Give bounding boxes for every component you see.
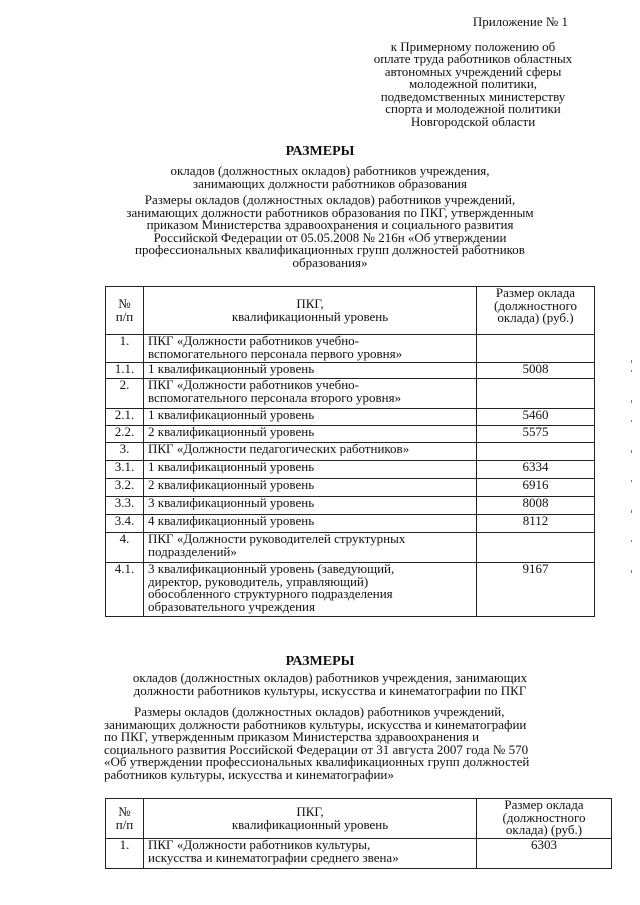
appendix-line: подведомственных министерству xyxy=(380,88,566,104)
table-row xyxy=(106,533,595,563)
appendix-line: спорта и молодежной политики xyxy=(385,101,561,116)
intro-line: занимающих должности работников культуры, искусства и кинематографии xyxy=(104,716,527,732)
appendix-line: к Примерному положению об xyxy=(390,38,556,54)
section1-intro xyxy=(100,194,560,269)
row-salary: 6916 xyxy=(477,479,595,497)
cell-line: подразделений» xyxy=(148,543,237,559)
row-salary: 5008 xyxy=(477,363,595,379)
header-salary xyxy=(477,799,612,839)
cell-line: 3 квалификационный уровень (заведующий, xyxy=(148,561,395,576)
table-header-row xyxy=(106,287,595,335)
education-salary-table xyxy=(105,286,595,617)
header-num xyxy=(106,799,144,839)
cell-line: ПКГ «Должности работников культуры, xyxy=(148,837,371,852)
table-row xyxy=(106,335,595,363)
appendix-line: Новгородской области xyxy=(410,113,536,129)
appendix-line: молодежной политики, xyxy=(408,76,538,91)
row-salary: 6303 xyxy=(477,839,612,869)
header-text: п/п xyxy=(115,308,134,324)
header-text: п/п xyxy=(115,816,134,832)
cell-line: ПКГ «Должности педагогических работников» xyxy=(148,441,410,456)
row-pkg xyxy=(144,497,477,515)
cell-line: 2 квалификационный уровень xyxy=(148,424,315,439)
cell-line: директор, руководитель, управляющий) xyxy=(148,573,369,589)
row-salary: 5575 xyxy=(477,426,595,443)
header-text: квалификационный уровень xyxy=(231,308,389,324)
cell-line: образовательного учреждения xyxy=(148,598,315,614)
cell-line: 4 квалификационный уровень xyxy=(148,513,315,528)
row-num: 2.2. xyxy=(106,426,144,443)
row-num: 1. xyxy=(106,839,144,869)
row-num: 4. xyxy=(106,533,144,563)
header-text: квалификационный уровень xyxy=(231,816,389,832)
header-text: Размер оклада xyxy=(504,797,584,812)
header-text: № xyxy=(118,804,131,819)
cell-line: вспомогательного персонала второго уровня» xyxy=(148,389,402,405)
header-text: (должностного xyxy=(494,297,577,313)
row-num: 3. xyxy=(106,443,144,461)
row-salary: 8008 xyxy=(477,497,595,515)
table-row xyxy=(106,443,595,461)
section2-subtitle xyxy=(90,672,570,697)
header-text: оклада) (руб.) xyxy=(505,822,583,837)
appendix-note xyxy=(358,16,588,128)
table-row xyxy=(106,839,612,869)
cell-line: ПКГ «Должности работников учебно- xyxy=(148,377,359,392)
table-row xyxy=(106,379,595,409)
intro-line: Российской Федерации от 05.05.2008 № 216н «Об утверждении xyxy=(153,229,507,245)
header-num xyxy=(106,287,144,335)
subtitle-line: окладов (должностных окладов) работников учреждения, занимающих xyxy=(132,670,528,685)
table-row xyxy=(106,461,595,479)
cell-line: ПКГ «Должности работников учебно- xyxy=(148,333,359,348)
cell-line: 1 квалификационный уровень xyxy=(148,361,315,376)
cell-line: 3 квалификационный уровень xyxy=(148,495,315,510)
header-text: ПКГ, xyxy=(296,804,324,819)
intro-line: Размеры окладов (должностных окладов) работников учреждений, xyxy=(134,704,505,719)
subtitle-line: окладов (должностных окладов) работников учреждения, xyxy=(170,163,490,178)
appendix-line: оплате труда работников областных xyxy=(373,51,573,66)
table-row xyxy=(106,515,595,533)
row-salary: 5460 xyxy=(477,409,595,426)
row-salary xyxy=(477,379,595,409)
cell-line: 1 квалификационный уровень xyxy=(148,407,315,422)
row-num: 2. xyxy=(106,379,144,409)
section2-heading: РАЗМЕРЫ xyxy=(285,654,355,669)
table-row xyxy=(106,479,595,497)
row-num: 4.1. xyxy=(106,563,144,617)
row-num: 3.1. xyxy=(106,461,144,479)
row-pkg xyxy=(144,426,477,443)
cell-line: обособленного структурного подразделения xyxy=(148,586,393,601)
cell-line: искусства и кинематографии среднего звена» xyxy=(148,849,399,865)
cell-line: 2 квалификационный уровень xyxy=(148,477,315,492)
cell-line: ПКГ «Должности руководителей структурных xyxy=(148,531,406,546)
subtitle-line: должности работников культуры, искусства и кинематографии по ПКГ xyxy=(133,682,527,698)
row-salary: 8112 xyxy=(477,515,595,533)
header-text: Размер оклада xyxy=(495,285,576,300)
intro-line: занимающих должности работников образования по ПКГ, утвержденным xyxy=(126,204,534,220)
appendix-line: автономных учреждений сферы xyxy=(384,63,562,79)
table-header-row xyxy=(106,799,612,839)
row-pkg xyxy=(144,443,477,461)
intro-line: Размеры окладов (должностных окладов) работников учреждений, xyxy=(144,192,516,207)
row-pkg xyxy=(144,563,477,617)
row-pkg xyxy=(144,379,477,409)
intro-line: приказом Министерства здравоохранения и социального развития xyxy=(146,217,514,232)
header-text: (должностного xyxy=(502,809,586,825)
row-salary xyxy=(477,443,595,461)
row-pkg xyxy=(144,479,477,497)
appendix-title: Приложение № 1 xyxy=(472,14,568,29)
header-text: оклада) (руб.) xyxy=(497,310,574,325)
row-salary xyxy=(477,335,595,363)
table-row xyxy=(106,409,595,426)
table-row xyxy=(106,497,595,515)
section2-intro xyxy=(104,706,610,781)
header-pkg xyxy=(144,287,477,335)
row-num: 1.1. xyxy=(106,363,144,379)
culture-salary-table xyxy=(105,798,612,869)
cell-line: вспомогательного персонала первого уровня» xyxy=(148,345,403,361)
subtitle-line: занимающих должности работников образования xyxy=(193,175,467,191)
row-pkg xyxy=(144,839,477,869)
row-num: 1. xyxy=(106,335,144,363)
row-num: 3.2. xyxy=(106,479,144,497)
intro-line: образования» xyxy=(292,254,368,270)
section1-subtitle xyxy=(100,165,560,190)
table-row xyxy=(106,426,595,443)
header-text: № xyxy=(118,296,131,311)
section1-heading: РАЗМЕРЫ xyxy=(285,144,355,159)
row-salary: 6334 xyxy=(477,461,595,479)
row-salary xyxy=(477,533,595,563)
intro-line: по ПКГ, утвержденным приказом Министерства здравоохранения и xyxy=(104,729,480,744)
cell-line: 1 квалификационный уровень xyxy=(148,459,315,474)
intro-line: работников культуры, искусства и кинематографии» xyxy=(104,766,394,782)
row-pkg xyxy=(144,533,477,563)
row-pkg xyxy=(144,461,477,479)
row-salary: 9167 xyxy=(477,563,595,617)
scan-margin-marks xyxy=(628,360,636,580)
row-pkg xyxy=(144,515,477,533)
table-row xyxy=(106,563,595,617)
header-salary xyxy=(477,287,595,335)
header-pkg xyxy=(144,799,477,839)
intro-line: профессиональных квалификационных групп должностей работников xyxy=(135,242,525,257)
header-text: ПКГ, xyxy=(296,296,324,311)
intro-line: социального развития Российской Федерации от 31 августа 2007 года № 570 xyxy=(104,741,529,757)
row-num: 3.3. xyxy=(106,497,144,515)
intro-line: «Об утверждении профессиональных квалификационных групп должностей xyxy=(104,754,530,769)
row-num: 3.4. xyxy=(106,515,144,533)
row-num: 2.1. xyxy=(106,409,144,426)
row-pkg xyxy=(144,335,477,363)
row-pkg xyxy=(144,409,477,426)
